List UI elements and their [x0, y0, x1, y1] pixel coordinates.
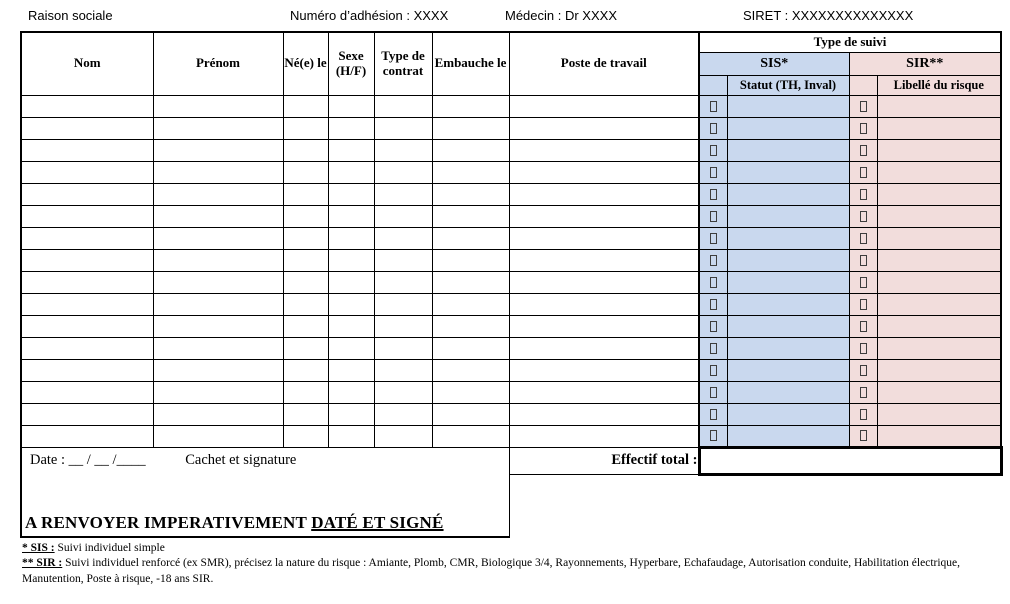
- sis-checkbox-icon[interactable]: [710, 277, 717, 288]
- column-header-sir: SIR**: [849, 52, 1001, 75]
- cell-poste-de-travail[interactable]: [509, 183, 699, 205]
- sir-checkbox-cell[interactable]: [849, 249, 877, 271]
- cell-poste-de-travail[interactable]: [509, 139, 699, 161]
- sis-checkbox-icon[interactable]: [710, 343, 717, 354]
- cell-nom[interactable]: [21, 315, 153, 337]
- cell-embauche-le[interactable]: [432, 425, 509, 447]
- cell-prenom[interactable]: [153, 183, 283, 205]
- footnote-sir-text: Suivi individuel renforcé (ex SMR), précisez la nature du risque : Amiante, Plomb, CMR, Biologique 3/4, Rayonnements, Hyperbare, Echafaudage, Autorisation conduite, Habilitation électrique, Manutention, Poste à risque, -18 ans SIR.: [22, 557, 961, 585]
- siret-label: SIRET : XXXXXXXXXXXXXX: [743, 8, 914, 23]
- sis-checkbox-icon[interactable]: [710, 101, 717, 112]
- sir-libelle-cell[interactable]: [877, 117, 1001, 139]
- effectif-total-field[interactable]: [699, 447, 1001, 474]
- cell-poste-de-travail[interactable]: [509, 425, 699, 447]
- sis-checkbox-icon[interactable]: [710, 430, 717, 441]
- sir-checkbox-cell[interactable]: [849, 403, 877, 425]
- cell-nom[interactable]: [21, 271, 153, 293]
- column-header-type-de-contrat: Type de contrat: [374, 32, 432, 95]
- cell-embauche-le[interactable]: [432, 381, 509, 403]
- column-header-ne-le: Né(e) le: [283, 32, 328, 95]
- sis-statut-cell[interactable]: [727, 183, 849, 205]
- sis-statut-cell[interactable]: [727, 403, 849, 425]
- sis-checkbox-cell[interactable]: [699, 95, 727, 117]
- cell-type-contrat[interactable]: [374, 227, 432, 249]
- footnote-sis-text: Suivi individuel simple: [54, 541, 165, 554]
- footnote-sis: [22, 541, 1007, 557]
- cell-embauche-le[interactable]: [432, 337, 509, 359]
- sir-libelle-cell[interactable]: [877, 403, 1001, 425]
- sir-checkbox-icon[interactable]: [860, 211, 867, 222]
- sis-checkbox-icon[interactable]: [710, 387, 717, 398]
- sir-checkbox-cell[interactable]: [849, 183, 877, 205]
- sis-checkbox-cell[interactable]: [699, 161, 727, 183]
- sis-statut-cell[interactable]: [727, 425, 849, 447]
- sis-checkbox-cell[interactable]: [699, 425, 727, 447]
- cell-nom[interactable]: [21, 227, 153, 249]
- sir-checkbox-cell[interactable]: [849, 95, 877, 117]
- sis-checkbox-cell[interactable]: [699, 359, 727, 381]
- employee-row: [21, 139, 1001, 161]
- cell-embauche-le[interactable]: [432, 271, 509, 293]
- cell-type-contrat[interactable]: [374, 205, 432, 227]
- cell-prenom[interactable]: [153, 117, 283, 139]
- employee-row: [21, 183, 1001, 205]
- cell-prenom[interactable]: [153, 425, 283, 447]
- cell-type-contrat[interactable]: [374, 337, 432, 359]
- sis-statut-cell[interactable]: [727, 227, 849, 249]
- sir-checkbox-icon[interactable]: [860, 167, 867, 178]
- cell-embauche-le[interactable]: [432, 249, 509, 271]
- cell-ne-le[interactable]: [283, 425, 328, 447]
- cell-ne-le[interactable]: [283, 403, 328, 425]
- cell-nom[interactable]: [21, 161, 153, 183]
- cell-sexe[interactable]: [328, 425, 374, 447]
- employee-table: [20, 31, 1003, 538]
- employee-row: [21, 271, 1001, 293]
- employee-row: [21, 403, 1001, 425]
- cell-embauche-le[interactable]: [432, 183, 509, 205]
- cell-prenom[interactable]: [153, 315, 283, 337]
- sis-statut-cell[interactable]: [727, 293, 849, 315]
- cell-poste-de-travail[interactable]: [509, 227, 699, 249]
- sir-checkbox-cell[interactable]: [849, 337, 877, 359]
- warning-underlined: DATÉ ET SIGNÉ: [311, 512, 444, 532]
- sis-statut-cell[interactable]: [727, 315, 849, 337]
- cell-prenom[interactable]: [153, 381, 283, 403]
- sir-libelle-cell[interactable]: [877, 139, 1001, 161]
- sir-checkbox-cell[interactable]: [849, 425, 877, 447]
- sis-checkbox-column-header: [699, 75, 727, 95]
- cell-poste-de-travail[interactable]: [509, 161, 699, 183]
- cell-embauche-le[interactable]: [432, 205, 509, 227]
- sis-statut-cell[interactable]: [727, 337, 849, 359]
- cell-poste-de-travail[interactable]: [509, 117, 699, 139]
- date-signature-box: [21, 447, 509, 537]
- sir-libelle-cell[interactable]: [877, 161, 1001, 183]
- cell-sexe[interactable]: [328, 359, 374, 381]
- cell-poste-de-travail[interactable]: [509, 293, 699, 315]
- cell-embauche-le[interactable]: [432, 227, 509, 249]
- sir-libelle-cell[interactable]: [877, 227, 1001, 249]
- cell-sexe[interactable]: [328, 183, 374, 205]
- sir-checkbox-cell[interactable]: [849, 271, 877, 293]
- column-header-poste-de-travail: Poste de travail: [509, 32, 699, 95]
- cell-poste-de-travail[interactable]: [509, 381, 699, 403]
- sis-statut-cell[interactable]: [727, 359, 849, 381]
- sis-checkbox-icon[interactable]: [710, 189, 717, 200]
- warning-prefix: A RENVOYER IMPERATIVEMENT: [25, 512, 312, 532]
- cell-prenom[interactable]: [153, 293, 283, 315]
- employee-row: [21, 227, 1001, 249]
- cell-embauche-le[interactable]: [432, 403, 509, 425]
- sis-statut-cell[interactable]: [727, 381, 849, 403]
- sir-checkbox-icon[interactable]: [860, 145, 867, 156]
- cell-prenom[interactable]: [153, 161, 283, 183]
- sis-checkbox-icon[interactable]: [710, 123, 717, 134]
- employee-row: [21, 249, 1001, 271]
- cell-prenom[interactable]: [153, 403, 283, 425]
- sir-checkbox-icon[interactable]: [860, 387, 867, 398]
- cell-poste-de-travail[interactable]: [509, 315, 699, 337]
- cell-embauche-le[interactable]: [432, 315, 509, 337]
- cell-type-contrat[interactable]: [374, 161, 432, 183]
- cell-ne-le[interactable]: [283, 161, 328, 183]
- table-header: [21, 32, 1001, 95]
- cell-sexe[interactable]: [328, 337, 374, 359]
- sis-statut-cell[interactable]: [727, 249, 849, 271]
- cell-type-contrat[interactable]: [374, 359, 432, 381]
- cell-embauche-le[interactable]: [432, 161, 509, 183]
- column-header-nom: Nom: [21, 32, 153, 95]
- raison-sociale-label: Raison sociale: [28, 8, 113, 23]
- cell-embauche-le[interactable]: [432, 95, 509, 117]
- cell-nom[interactable]: [21, 403, 153, 425]
- sir-checkbox-icon[interactable]: [860, 321, 867, 332]
- column-header-sexe: Sexe (H/F): [328, 32, 374, 95]
- footnote-sir-term: ** SIR :: [22, 557, 63, 570]
- employee-row: [21, 359, 1001, 381]
- medecin-label: Médecin : Dr XXXX: [505, 8, 617, 23]
- cell-poste-de-travail[interactable]: [509, 249, 699, 271]
- sir-checkbox-cell[interactable]: [849, 293, 877, 315]
- sir-checkbox-icon[interactable]: [860, 277, 867, 288]
- column-header-libelle: Libellé du risque: [877, 75, 1001, 95]
- sir-checkbox-icon[interactable]: [860, 409, 867, 420]
- cell-sexe[interactable]: [328, 205, 374, 227]
- sir-libelle-cell[interactable]: [877, 315, 1001, 337]
- employee-row: [21, 425, 1001, 447]
- cell-type-contrat[interactable]: [374, 249, 432, 271]
- sis-checkbox-icon[interactable]: [710, 299, 717, 310]
- cell-type-contrat[interactable]: [374, 381, 432, 403]
- employee-row: [21, 337, 1001, 359]
- cell-sexe[interactable]: [328, 117, 374, 139]
- cell-nom[interactable]: [21, 95, 153, 117]
- sir-checkbox-cell[interactable]: [849, 205, 877, 227]
- cell-nom[interactable]: [21, 337, 153, 359]
- sis-checkbox-icon[interactable]: [710, 145, 717, 156]
- cell-prenom[interactable]: [153, 271, 283, 293]
- sis-checkbox-cell[interactable]: [699, 183, 727, 205]
- cell-ne-le[interactable]: [283, 381, 328, 403]
- column-header-prenom: Prénom: [153, 32, 283, 95]
- sir-checkbox-icon[interactable]: [860, 255, 867, 266]
- sis-statut-cell[interactable]: [727, 117, 849, 139]
- sir-checkbox-icon[interactable]: [860, 123, 867, 134]
- sir-checkbox-icon[interactable]: [860, 430, 867, 441]
- numero-adhesion-label: Numéro d’adhésion : XXXX: [290, 8, 449, 23]
- cell-ne-le[interactable]: [283, 183, 328, 205]
- employee-row: [21, 161, 1001, 183]
- cell-ne-le[interactable]: [283, 337, 328, 359]
- cell-embauche-le[interactable]: [432, 293, 509, 315]
- sir-checkbox-icon[interactable]: [860, 365, 867, 376]
- sis-checkbox-icon[interactable]: [710, 255, 717, 266]
- sir-checkbox-icon[interactable]: [860, 233, 867, 244]
- sis-checkbox-icon[interactable]: [710, 365, 717, 376]
- sir-libelle-cell[interactable]: [877, 337, 1001, 359]
- cell-nom[interactable]: [21, 249, 153, 271]
- cell-type-contrat[interactable]: [374, 425, 432, 447]
- date-cachet-line: [22, 448, 509, 469]
- employee-row: [21, 117, 1001, 139]
- cell-ne-le[interactable]: [283, 249, 328, 271]
- cell-sexe[interactable]: [328, 249, 374, 271]
- employee-row: [21, 315, 1001, 337]
- sir-checkbox-icon[interactable]: [860, 299, 867, 310]
- column-header-statut: Statut (TH, Inval): [727, 75, 849, 95]
- sis-checkbox-icon[interactable]: [710, 211, 717, 222]
- cell-sexe[interactable]: [328, 403, 374, 425]
- cell-prenom[interactable]: [153, 205, 283, 227]
- sir-checkbox-icon[interactable]: [860, 189, 867, 200]
- footnotes: [22, 541, 1007, 588]
- form-top-header: [0, 0, 1010, 31]
- cell-ne-le[interactable]: [283, 95, 328, 117]
- cell-prenom[interactable]: [153, 337, 283, 359]
- cell-sexe[interactable]: [328, 161, 374, 183]
- cell-ne-le[interactable]: [283, 271, 328, 293]
- cell-type-contrat[interactable]: [374, 293, 432, 315]
- column-header-sis: SIS*: [699, 52, 849, 75]
- cachet-signature-label: Cachet et signature: [185, 451, 297, 468]
- cell-ne-le[interactable]: [283, 117, 328, 139]
- sis-checkbox-cell[interactable]: [699, 205, 727, 227]
- employee-rows: [21, 95, 1001, 447]
- cell-ne-le[interactable]: [283, 359, 328, 381]
- employee-row: [21, 95, 1001, 117]
- footnote-sir: [22, 556, 1007, 587]
- cell-embauche-le[interactable]: [432, 139, 509, 161]
- cell-nom[interactable]: [21, 117, 153, 139]
- employee-row: [21, 205, 1001, 227]
- sis-statut-cell[interactable]: [727, 205, 849, 227]
- sis-checkbox-cell[interactable]: [699, 315, 727, 337]
- sis-statut-cell[interactable]: [727, 161, 849, 183]
- cell-sexe[interactable]: [328, 227, 374, 249]
- cell-type-contrat[interactable]: [374, 315, 432, 337]
- sis-checkbox-cell[interactable]: [699, 249, 727, 271]
- cell-poste-de-travail[interactable]: [509, 337, 699, 359]
- cell-prenom[interactable]: [153, 359, 283, 381]
- cell-ne-le[interactable]: [283, 315, 328, 337]
- cell-sexe[interactable]: [328, 293, 374, 315]
- column-header-type-de-suivi: Type de suivi: [699, 32, 1001, 52]
- sis-checkbox-cell[interactable]: [699, 139, 727, 161]
- cell-nom[interactable]: [21, 205, 153, 227]
- cell-ne-le[interactable]: [283, 139, 328, 161]
- cell-prenom[interactable]: [153, 95, 283, 117]
- cell-prenom[interactable]: [153, 139, 283, 161]
- sir-checkbox-icon[interactable]: [860, 343, 867, 354]
- cell-sexe[interactable]: [328, 381, 374, 403]
- cell-sexe[interactable]: [328, 315, 374, 337]
- warning-text: [22, 513, 509, 536]
- cell-sexe[interactable]: [328, 139, 374, 161]
- sis-checkbox-cell[interactable]: [699, 117, 727, 139]
- sis-checkbox-cell[interactable]: [699, 381, 727, 403]
- column-header-embauche-le: Embauche le: [432, 32, 509, 95]
- sir-libelle-cell[interactable]: [877, 381, 1001, 403]
- sir-checkbox-cell[interactable]: [849, 117, 877, 139]
- cell-sexe[interactable]: [328, 95, 374, 117]
- sis-statut-cell[interactable]: [727, 95, 849, 117]
- effectif-total-label: Effectif total :: [509, 447, 699, 474]
- cell-type-contrat[interactable]: [374, 183, 432, 205]
- sir-checkbox-cell[interactable]: [849, 161, 877, 183]
- sis-checkbox-icon[interactable]: [710, 409, 717, 420]
- cell-poste-de-travail[interactable]: [509, 359, 699, 381]
- cell-type-contrat[interactable]: [374, 403, 432, 425]
- sis-checkbox-cell[interactable]: [699, 403, 727, 425]
- cell-poste-de-travail[interactable]: [509, 403, 699, 425]
- sir-libelle-cell[interactable]: [877, 425, 1001, 447]
- cell-nom[interactable]: [21, 381, 153, 403]
- cell-nom[interactable]: [21, 359, 153, 381]
- sis-checkbox-cell[interactable]: [699, 337, 727, 359]
- cell-prenom[interactable]: [153, 227, 283, 249]
- sir-libelle-cell[interactable]: [877, 183, 1001, 205]
- sis-checkbox-cell[interactable]: [699, 293, 727, 315]
- cell-nom[interactable]: [21, 293, 153, 315]
- sir-checkbox-cell[interactable]: [849, 315, 877, 337]
- cell-nom[interactable]: [21, 139, 153, 161]
- sir-checkbox-icon[interactable]: [860, 101, 867, 112]
- sir-libelle-cell[interactable]: [877, 205, 1001, 227]
- cell-poste-de-travail[interactable]: [509, 271, 699, 293]
- sis-checkbox-icon[interactable]: [710, 321, 717, 332]
- cell-embauche-le[interactable]: [432, 359, 509, 381]
- cell-type-contrat[interactable]: [374, 95, 432, 117]
- cell-sexe[interactable]: [328, 271, 374, 293]
- cell-ne-le[interactable]: [283, 293, 328, 315]
- sis-checkbox-cell[interactable]: [699, 271, 727, 293]
- cell-poste-de-travail[interactable]: [509, 95, 699, 117]
- cell-ne-le[interactable]: [283, 227, 328, 249]
- employee-row: [21, 381, 1001, 403]
- employee-row: [21, 293, 1001, 315]
- cell-type-contrat[interactable]: [374, 139, 432, 161]
- cell-nom[interactable]: [21, 425, 153, 447]
- footnote-sis-term: * SIS :: [22, 541, 55, 554]
- sir-libelle-cell[interactable]: [877, 293, 1001, 315]
- cell-nom[interactable]: [21, 183, 153, 205]
- sir-libelle-cell[interactable]: [877, 271, 1001, 293]
- sis-checkbox-icon[interactable]: [710, 233, 717, 244]
- spacer-cell: [509, 474, 1001, 536]
- sir-libelle-cell[interactable]: [877, 249, 1001, 271]
- sir-checkbox-cell[interactable]: [849, 381, 877, 403]
- sir-libelle-cell[interactable]: [877, 95, 1001, 117]
- sir-checkbox-cell[interactable]: [849, 139, 877, 161]
- cell-ne-le[interactable]: [283, 205, 328, 227]
- cell-type-contrat[interactable]: [374, 117, 432, 139]
- sir-checkbox-cell[interactable]: [849, 227, 877, 249]
- cell-prenom[interactable]: [153, 249, 283, 271]
- sis-checkbox-icon[interactable]: [710, 167, 717, 178]
- sir-checkbox-column-header: [849, 75, 877, 95]
- sir-libelle-cell[interactable]: [877, 359, 1001, 381]
- date-field[interactable]: Date : __ / __ /____: [30, 451, 146, 468]
- sis-statut-cell[interactable]: [727, 271, 849, 293]
- sir-checkbox-cell[interactable]: [849, 359, 877, 381]
- cell-embauche-le[interactable]: [432, 117, 509, 139]
- cell-type-contrat[interactable]: [374, 271, 432, 293]
- sis-checkbox-cell[interactable]: [699, 227, 727, 249]
- cell-poste-de-travail[interactable]: [509, 205, 699, 227]
- sis-statut-cell[interactable]: [727, 139, 849, 161]
- table-footer: [21, 447, 1001, 537]
